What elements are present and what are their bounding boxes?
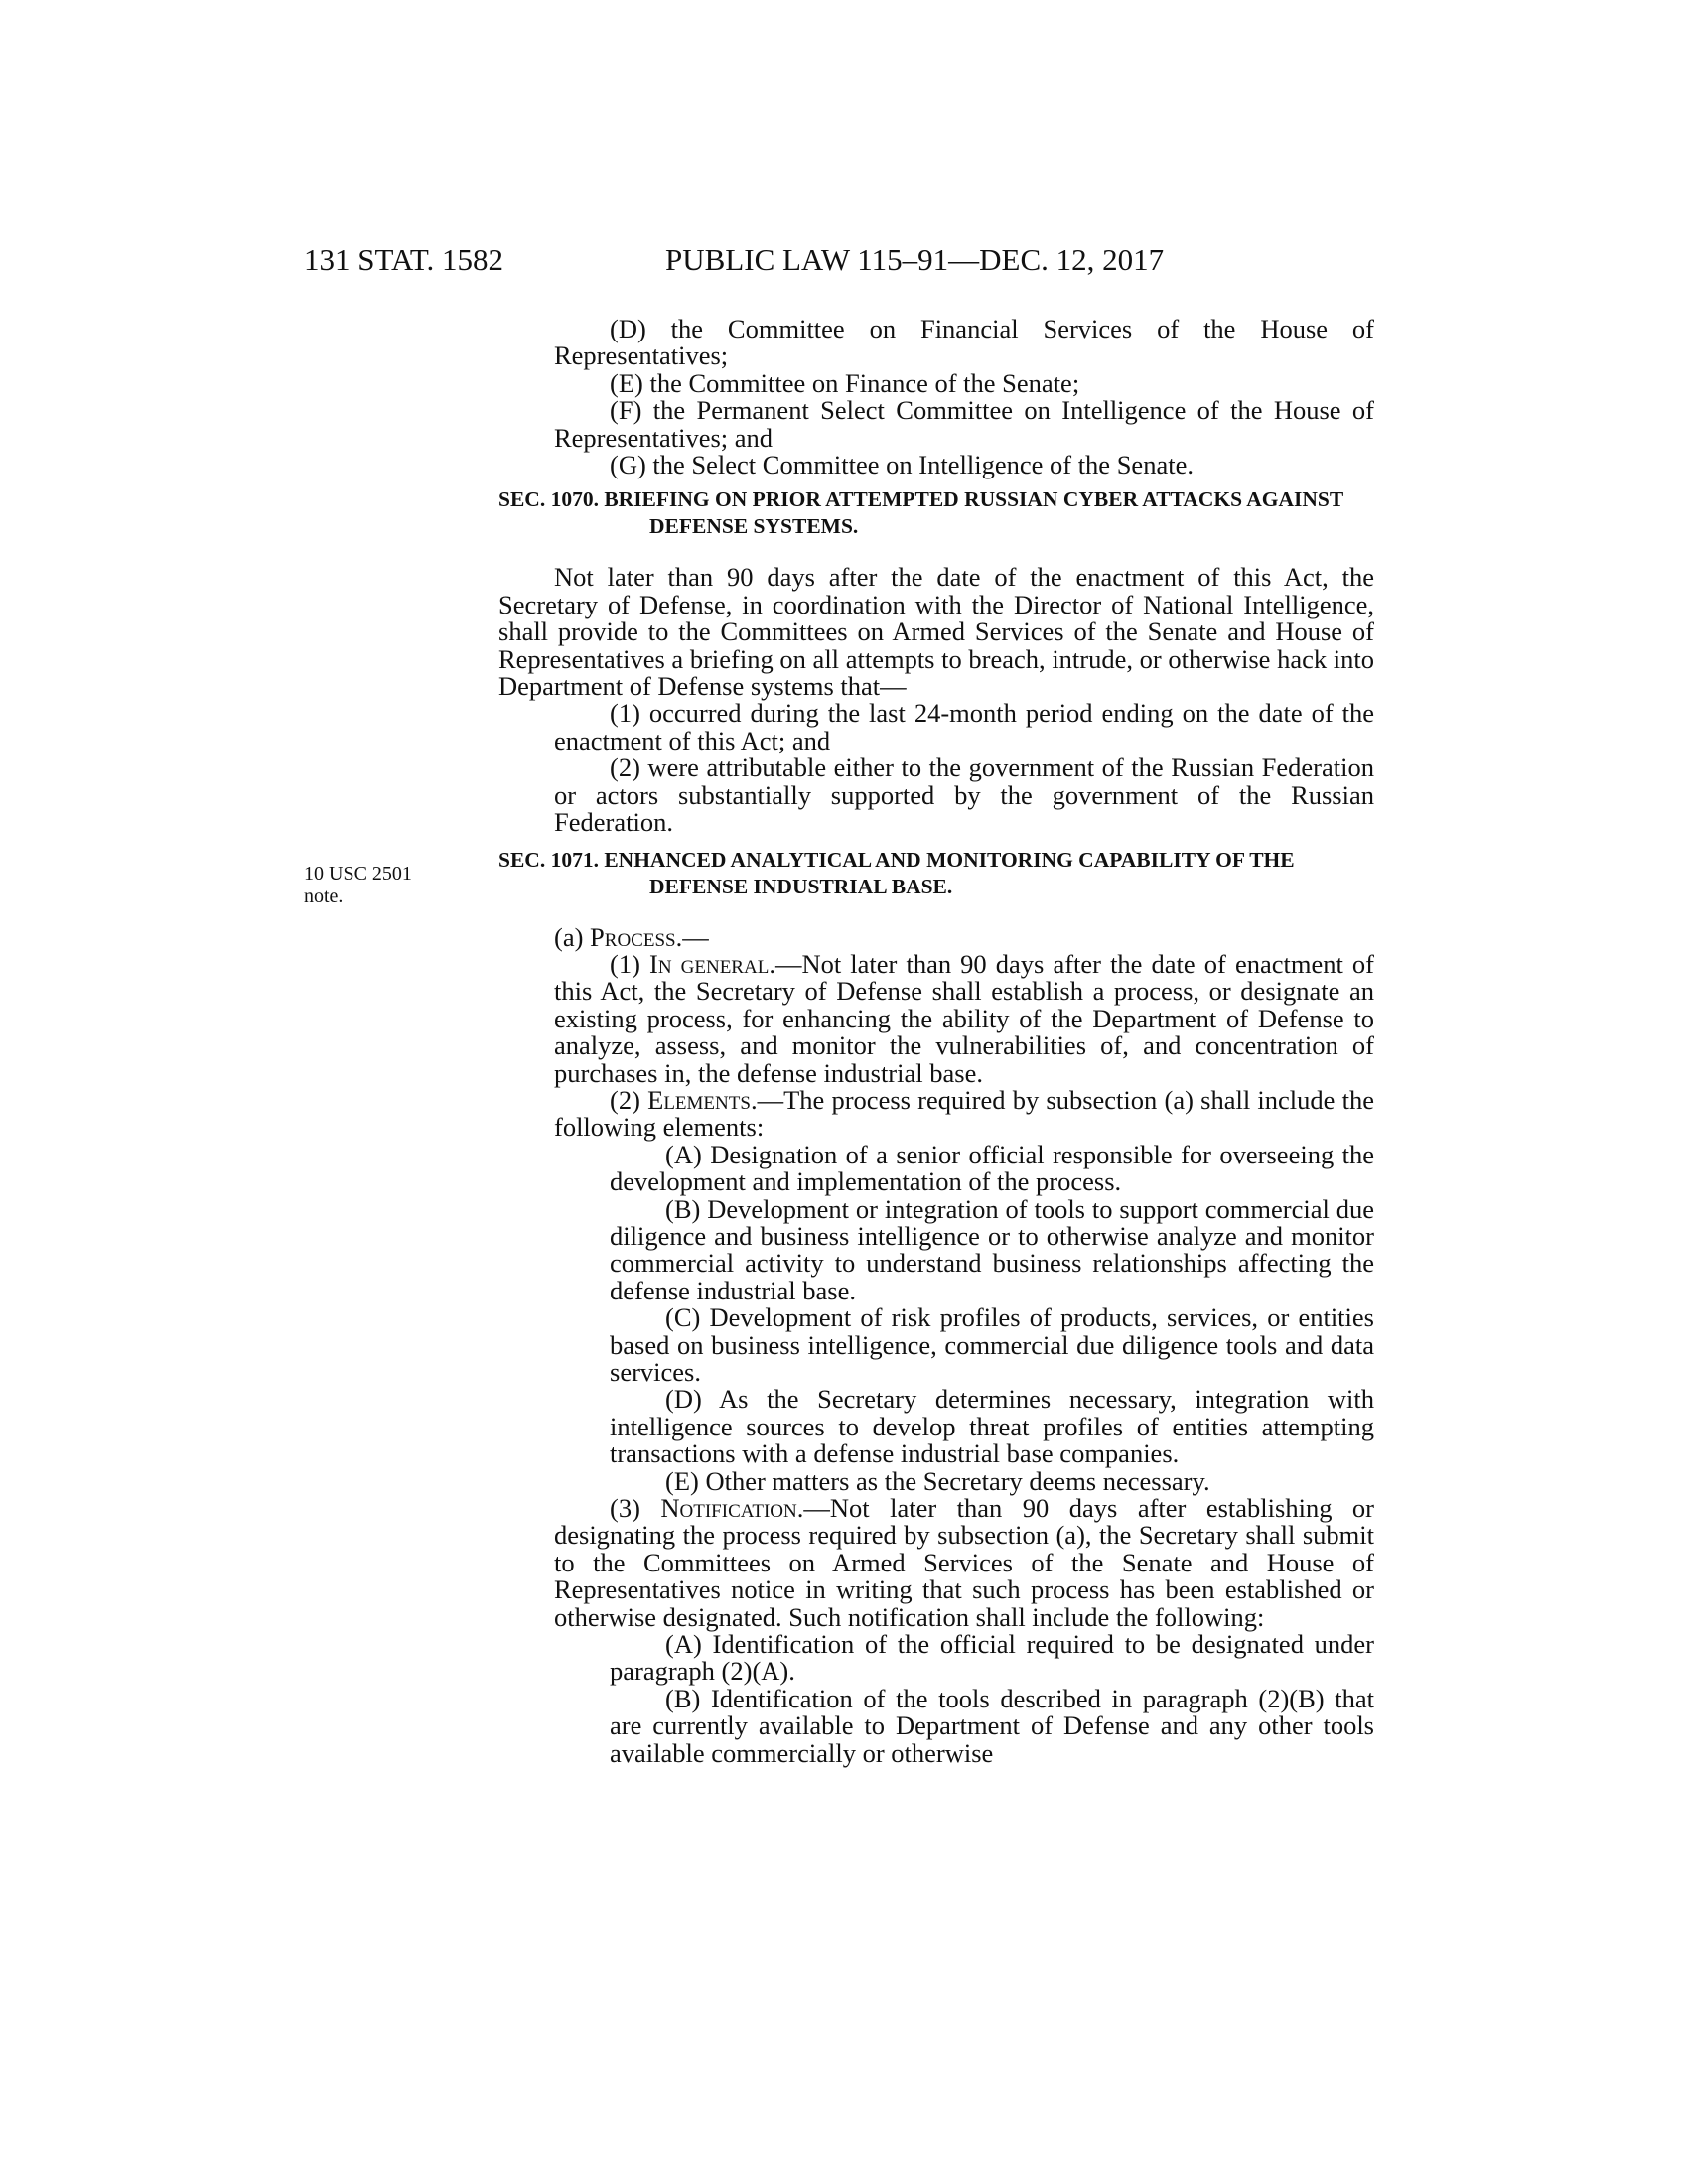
section-1070-paragraph-2: (2) were attributable either to the government of the Russian Federation or actors substantially supported by the government of the Russian Federation.	[554, 752, 1374, 838]
public-law-title: PUBLIC LAW 115–91—DEC. 12, 2017	[665, 242, 1165, 277]
element-c: (C) Development of risk profiles of products, services, or entities based on business intelligence, commercial due diligence tools and data services.	[610, 1302, 1374, 1387]
section-1070-intro: Not later than 90 days after the date of the enactment of this Act, the Secretary of Defense, in coordination with the Director of National Intelligence, shall provide to the Committees on Armed Services of the Senate and House of Representatives a briefing on all attempts to breach, intrude, or otherwise hack into Department of Defense systems that—	[498, 562, 1374, 702]
committee-item-f: (F) the Permanent Select Committee on Intelligence of the House of Representatives; and	[554, 395, 1374, 453]
margin-note-citation: 10 USC 2501	[304, 863, 412, 885]
notification-item-a: (A) Identification of the official required to be designated under paragraph (2)(A).	[610, 1629, 1374, 1687]
statute-page-reference: 131 STAT. 1582	[304, 242, 504, 277]
paragraph-a1-text: .—Not later than 90 days after the date of enactment of this Act, the Secretary of Defense shall establish a process, or designate an existing process, for enhancing the ability of the Department of Defense to analyze, assess, and monitor the vulnerabilities of, and concentration of purchases in, the defense industrial base.	[554, 948, 1375, 1088]
margin-note-usc	[304, 863, 412, 908]
paragraph-a3-title: Notification	[660, 1493, 797, 1524]
paragraph-a3-number: (3)	[610, 1493, 640, 1524]
margin-note-suffix: note.	[304, 886, 344, 907]
paragraph-a3	[498, 1495, 1374, 1631]
page-header	[0, 242, 1688, 286]
element-a: (A) Designation of a senior official responsible for overseeing the development and implementation of the process.	[610, 1139, 1374, 1197]
notification-item-b: (B) Identification of the tools described in paragraph (2)(B) that are currently available to Department of Defense and any other tools available commercially or otherwise	[610, 1683, 1374, 1768]
committee-item-d: (D) the Committee on Financial Services of the House of Representatives;	[554, 314, 1374, 371]
paragraph-a2-text: .—The process required by subsection (a) shall include the following elements:	[554, 1084, 1375, 1143]
paragraph-a2-title: Elements	[647, 1084, 751, 1115]
committee-item-g: (G) the Select Committee on Intelligence of the Senate.	[610, 450, 1194, 480]
section-1070-paragraph-1: (1) occurred during the last 24-month period ending on the date of the enactment of this Act; and	[554, 698, 1374, 755]
element-d: (D) As the Secretary determines necessary, integration with intelligence sources to develop threat profiles of entities attempting transactions with a defense industrial base companies.	[610, 1384, 1374, 1469]
paragraph-a2	[498, 1084, 1375, 1143]
section-1070-heading: SEC. 1070. BRIEFING ON PRIOR ATTEMPTED RUSSIAN CYBER ATTACKS AGAINST DEFENSE SYSTEMS.	[498, 487, 1343, 539]
subsection-a-dash: .—	[675, 921, 709, 952]
committee-item-e: (E) the Committee on Finance of the Senate;	[610, 367, 1080, 398]
section-1071-heading: SEC. 1071. ENHANCED ANALYTICAL AND MONITORING CAPABILITY OF THE DEFENSE INDUSTRIAL BASE.	[498, 847, 1295, 898]
paragraph-a1-title: In general	[649, 948, 770, 979]
subsection-a-heading	[498, 921, 1374, 952]
paragraph-a3-text: .—Not later than 90 days after establishing or designating the process required by subsection (a), the Secretary shall submit to the Committees on Armed Services of the Senate and House of Representatives notice in writing that such process has been established or otherwise designated. Such notification shall include the following:	[554, 1493, 1374, 1632]
statute-body	[498, 316, 1374, 1767]
element-e: (E) Other matters as the Secretary deems necessary.	[665, 1465, 1210, 1496]
paragraph-a2-number: (2)	[610, 1084, 640, 1115]
subsection-a-title: Process	[590, 921, 676, 952]
paragraph-a1	[498, 948, 1375, 1088]
element-b: (B) Development or integration of tools to support commercial due diligence and business intelligence or to otherwise analyze and monitor commercial activity to understand business relationships affecting the defense industrial base.	[610, 1193, 1374, 1305]
paragraph-a1-number: (1)	[610, 948, 640, 979]
subsection-a-number: (a)	[554, 921, 584, 952]
